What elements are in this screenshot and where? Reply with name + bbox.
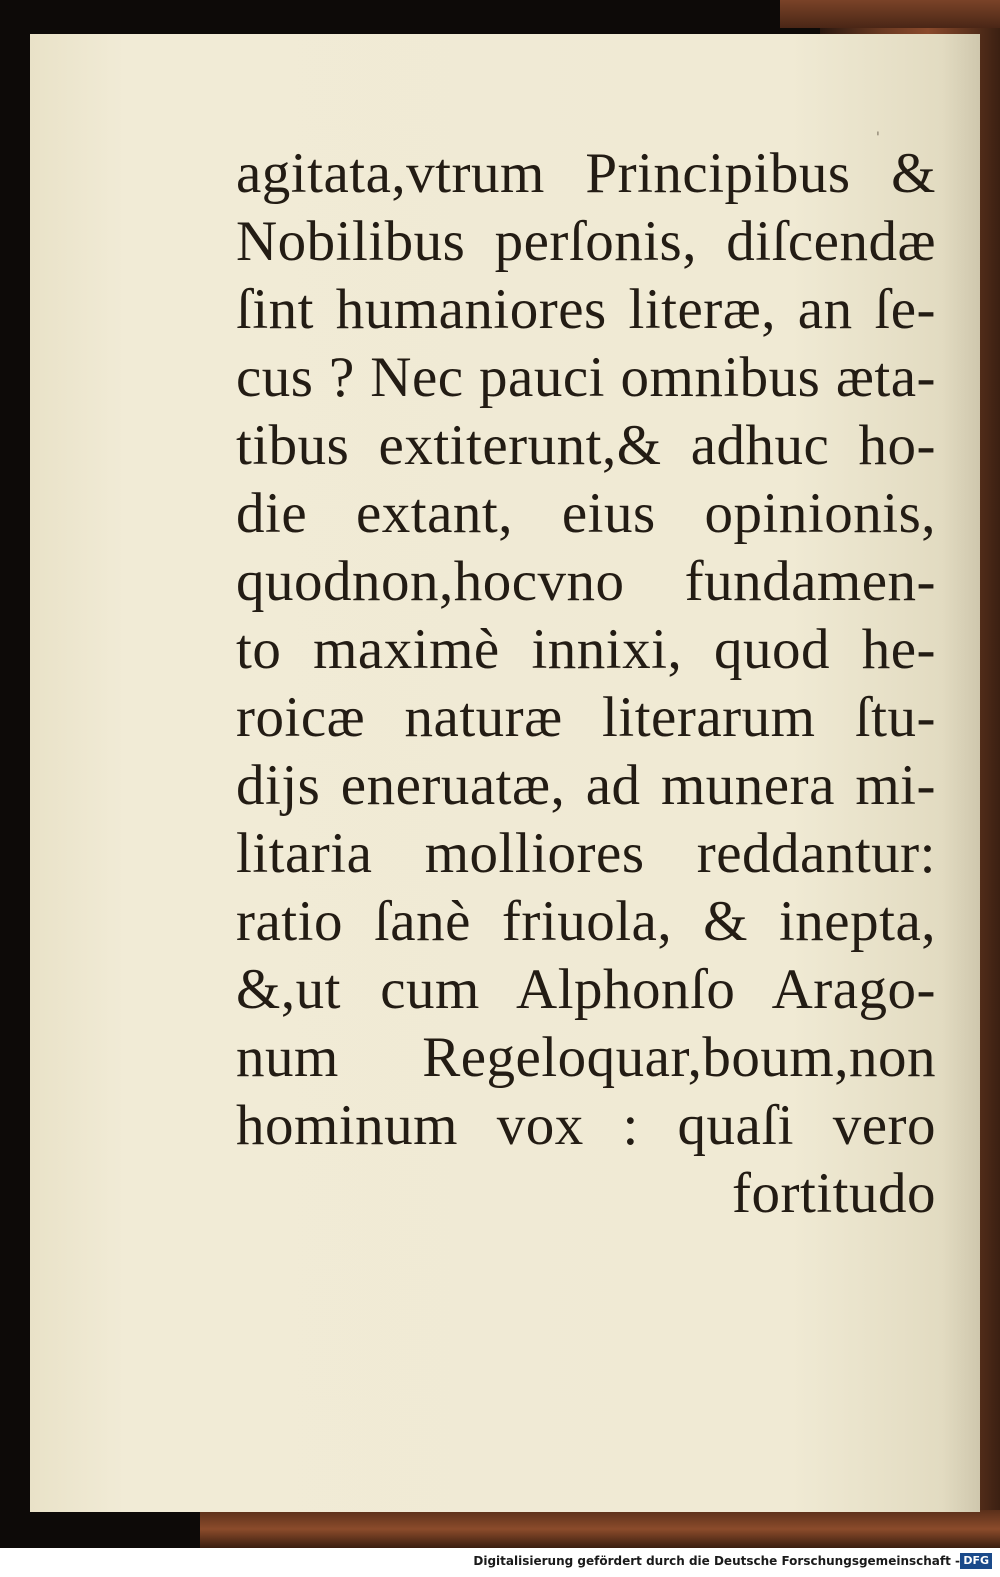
footer-bar	[0, 1548, 1000, 1577]
text-line: to maximè innixi, quod he-	[236, 618, 936, 681]
text-line: ſint humaniores literæ, an ſe-	[236, 278, 936, 341]
text-line: cus ? Nec pauci omnibus æta-	[236, 346, 936, 409]
text-line: tibus extiterunt,& adhuc ho-	[236, 414, 936, 477]
text-line: die extant, eius opinionis,	[236, 482, 936, 545]
text-line: litaria molliores reddantur:	[236, 822, 936, 885]
binding-bottom-edge	[200, 1510, 1000, 1548]
text-line: Nobilibus perſonis, diſcendæ	[236, 210, 936, 273]
text-line: num Regeloquar,boum,non	[236, 1026, 936, 1089]
text-line: ratio ſanè friuola, & inepta,	[236, 890, 936, 953]
catchword: fortitudo	[732, 1162, 936, 1225]
text-line: &,ut cum Alphonſo Arago-	[236, 958, 936, 1021]
text-line: roicæ naturæ literarum ſtu-	[236, 686, 936, 749]
funding-credit: Digitalisierung gefördert durch die Deutsche Forschungsgemeinschaft -	[473, 1554, 960, 1568]
binding-top-edge	[780, 0, 1000, 28]
dfg-logo-icon: DFG	[960, 1553, 992, 1569]
text-line: hominum vox : quaſi vero	[236, 1094, 936, 1157]
page-mark: '	[876, 130, 880, 146]
text-line: dijs eneruatæ, ad munera mi-	[236, 754, 936, 817]
text-line: quodnon,hocvno fundamen-	[236, 550, 936, 613]
text-block	[236, 140, 936, 1228]
text-line: agitata,vtrum Principibus &	[236, 142, 936, 205]
